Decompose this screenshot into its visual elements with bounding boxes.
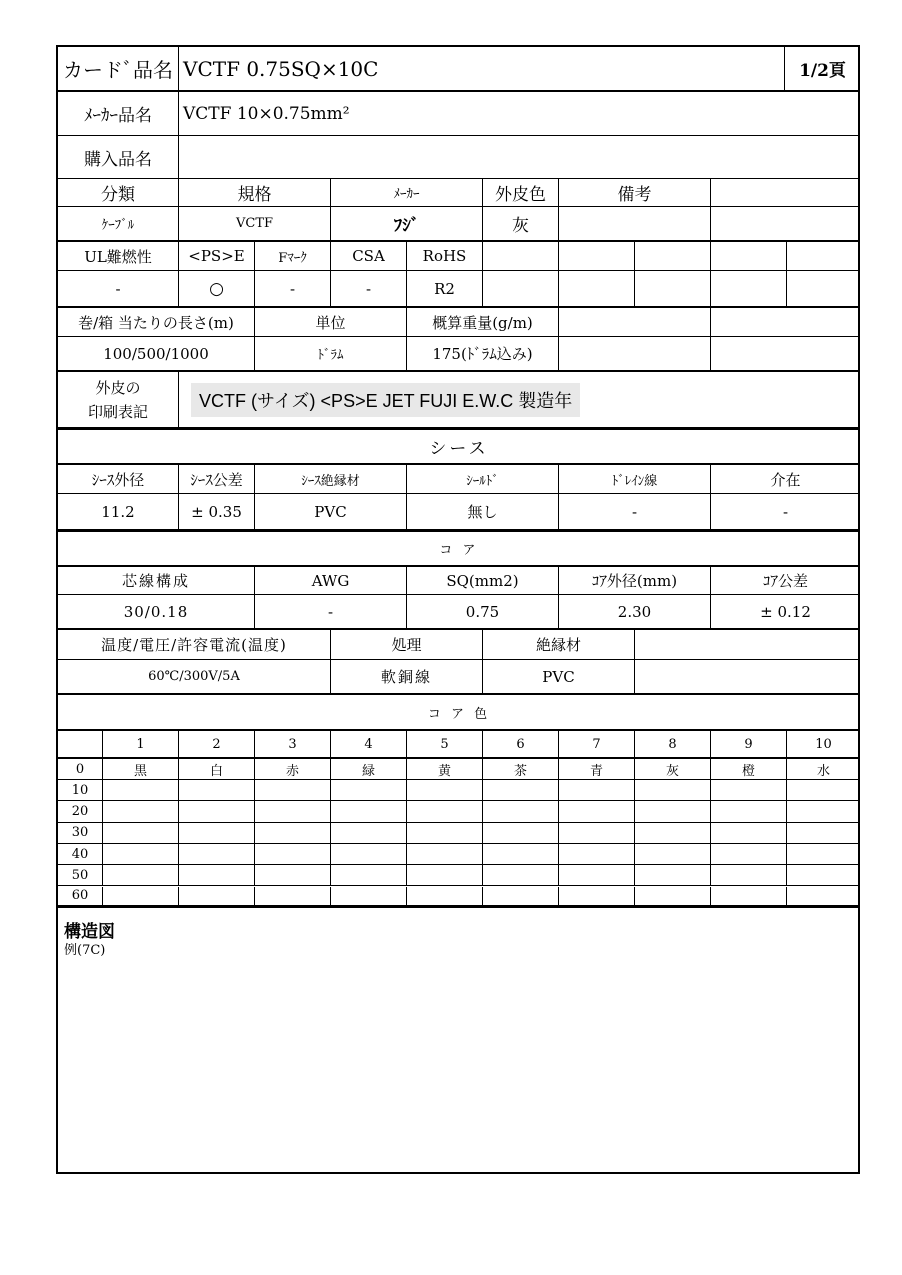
core-color-cell — [407, 865, 483, 885]
core-header-insulation: 絶縁材 — [483, 630, 635, 659]
approval-value-blank-2 — [559, 271, 635, 306]
core-color-cell — [255, 887, 331, 905]
length-header-row — [58, 308, 858, 337]
approval-header-blank-4 — [711, 242, 787, 270]
core-color-cell — [103, 780, 179, 800]
core-color-cell — [331, 865, 407, 885]
core-color-cell — [635, 844, 711, 864]
core-color-row — [58, 801, 858, 822]
sheath-value-drain: - — [559, 494, 711, 529]
length-header-weight: 概算重量(g/m) — [407, 308, 559, 336]
core-header-treatment: 処理 — [331, 630, 483, 659]
sheath-value-shield: 無し — [407, 494, 559, 529]
card-name-label: カードﾞ品名 — [58, 47, 179, 90]
sheath-value-filler: - — [782, 502, 789, 521]
core-color-cell — [483, 844, 559, 864]
core-color-cell — [255, 844, 331, 864]
class-header-standard: 規格 — [179, 179, 331, 206]
length-header-per-reel: 巻/箱 当たりの長さ(m) — [58, 308, 255, 336]
print-marking-value: VCTF (サイズ) <PS>E JET FUJI E.W.C 製造年 — [191, 383, 580, 417]
core-color-cell — [635, 801, 711, 821]
core-color-cell — [179, 865, 255, 885]
core-color-cell — [635, 780, 711, 800]
sheath-value-insulation: PVC — [255, 494, 407, 529]
core-color-cell — [559, 823, 635, 843]
sheath-value-outer-dia: 11.2 — [58, 494, 179, 529]
sheath-title: シース — [429, 439, 489, 459]
approval-value-blank-5 — [787, 271, 860, 306]
core-header-row — [58, 567, 858, 595]
spec-sheet — [56, 45, 860, 1174]
sheath-value-tolerance: ± 0.35 — [179, 494, 255, 529]
core-color-row — [58, 887, 858, 908]
print-marking-value-cell — [179, 372, 860, 427]
length-value-row — [58, 337, 858, 372]
core-color-cell — [635, 865, 711, 885]
core-color-cell — [103, 844, 179, 864]
sheath-header-shield: ｼｰﾙﾄﾞ — [407, 465, 559, 493]
approval-value-blank-1 — [483, 271, 559, 306]
core-color-cell — [255, 865, 331, 885]
length-value-blank-1 — [559, 337, 711, 370]
approval-value-rohs: R2 — [407, 271, 483, 306]
core-color-cell — [483, 865, 559, 885]
core-color-col-3: 3 — [255, 731, 331, 757]
core-value-tolerance: ± 0.12 — [760, 602, 811, 621]
approval-header-blank-3 — [635, 242, 711, 270]
core-header-awg: AWG — [255, 567, 407, 594]
approvals-header-row — [58, 242, 858, 271]
approval-value-blank-4 — [711, 271, 787, 306]
approval-value-pse: ○ — [179, 271, 255, 306]
approval-header-blank-2 — [559, 242, 635, 270]
length-value-per-reel: 100/500/1000 — [58, 337, 255, 370]
core-color-cell — [179, 844, 255, 864]
core-color-cell: 灰 — [635, 759, 711, 779]
core-color-row — [58, 823, 858, 844]
core-color-row-label: 30 — [58, 823, 103, 843]
core-color-cell — [559, 780, 635, 800]
core-color-cell — [331, 887, 407, 905]
page-number: 1/2頁 — [799, 61, 846, 81]
structure-area — [58, 909, 858, 1172]
core-value-outer-dia: 2.30 — [559, 595, 711, 628]
core-color-row — [58, 844, 858, 865]
classification-header-row — [58, 179, 858, 207]
class-header-category: 分類 — [58, 179, 179, 206]
core-color-cell — [559, 844, 635, 864]
core-value-insulation: PVC — [483, 660, 635, 693]
core-color-cell: 緑 — [331, 759, 407, 779]
core-value-awg: - — [255, 595, 407, 628]
purchase-name-label: 購入品名 — [58, 136, 179, 178]
core-color-title-row — [58, 695, 858, 731]
class-value-color: 灰 — [483, 207, 559, 240]
core-header2-row — [58, 630, 858, 660]
core-color-row-label: 40 — [58, 844, 103, 864]
core-color-title: コ ア 色 — [427, 706, 491, 722]
core-color-cell — [103, 887, 179, 905]
core-color-cell — [407, 801, 483, 821]
core-color-cell: 赤 — [255, 759, 331, 779]
class-value-category: ｹｰﾌﾞﾙ — [58, 207, 179, 240]
structure-example: 例(7C) — [64, 943, 106, 958]
core-color-cell — [711, 823, 787, 843]
core-color-cell — [787, 887, 860, 905]
core-color-cell: 白 — [179, 759, 255, 779]
core-header-temp-voltage: 温度/電圧/許容電流(温度) — [58, 630, 331, 659]
core-color-cell — [559, 887, 635, 905]
approval-value-ul: - — [58, 271, 179, 306]
core-color-cell — [711, 887, 787, 905]
core-color-cell — [331, 780, 407, 800]
purchase-name-value — [179, 136, 860, 178]
class-value-extra — [711, 207, 860, 240]
core-color-cell — [635, 887, 711, 905]
core-color-cell — [255, 780, 331, 800]
core-color-row-label: 50 — [58, 865, 103, 885]
core-header-sq: SQ(mm2) — [407, 567, 559, 594]
classification-value-row — [58, 207, 858, 242]
approval-header-blank-1 — [483, 242, 559, 270]
core-color-cell: 青 — [559, 759, 635, 779]
core-color-cell — [103, 801, 179, 821]
core-color-cell: 黄 — [407, 759, 483, 779]
core-header-outer-dia: ｺｱ外径(mm) — [559, 567, 711, 594]
approval-header-rohs: RoHS — [407, 242, 483, 270]
maker-name-value: VCTF 10×0.75mm² — [183, 103, 350, 124]
core-color-cell — [407, 780, 483, 800]
core-color-cell — [179, 887, 255, 905]
approval-header-pse: <PS>E — [179, 242, 255, 270]
core-color-cell — [255, 801, 331, 821]
class-header-extra — [711, 179, 860, 206]
core-color-row-label: 10 — [58, 780, 103, 800]
core-color-col-7: 7 — [559, 731, 635, 757]
core-color-row — [58, 865, 858, 886]
core-value-temp-voltage: 60℃/300V/5A — [58, 660, 331, 693]
core-value-blank — [635, 660, 860, 693]
core-color-cell: 水 — [816, 763, 830, 779]
core-color-cell — [787, 780, 860, 800]
core-color-cell — [483, 887, 559, 905]
core-value-treatment: 軟銅線 — [331, 660, 483, 693]
core-color-cell — [255, 823, 331, 843]
core-color-cell — [331, 844, 407, 864]
approval-header-ul: UL難燃性 — [58, 242, 179, 270]
core-header-strand: 芯線構成 — [58, 567, 255, 594]
core-color-cell — [711, 844, 787, 864]
core-color-cell — [407, 823, 483, 843]
length-header-unit: 単位 — [255, 308, 407, 336]
approvals-value-row — [58, 271, 858, 308]
core-color-cell — [179, 823, 255, 843]
card-name-value: VCTF 0.75SQ×10C — [179, 47, 785, 90]
core-color-cell — [711, 865, 787, 885]
core-color-col-2: 2 — [179, 731, 255, 757]
core-color-row — [58, 780, 858, 801]
print-marking-row — [58, 372, 858, 430]
length-header-blank-2 — [711, 308, 860, 336]
approval-header-fmark: Fﾏｰｸ — [255, 242, 331, 270]
core-color-cell: 橙 — [711, 759, 787, 779]
core-header-blank — [635, 630, 860, 659]
sheath-value-row — [58, 494, 858, 532]
approval-value-blank-3 — [635, 271, 711, 306]
class-value-maker: ﾌｼﾞ — [331, 207, 483, 240]
card-name-row — [58, 47, 858, 92]
sheath-title-row — [58, 430, 858, 465]
sheath-header-tolerance: ｼｰｽ公差 — [179, 465, 255, 493]
core-color-cell — [711, 780, 787, 800]
core-color-cell — [179, 801, 255, 821]
core-color-col-6: 6 — [483, 731, 559, 757]
core-color-cell — [559, 865, 635, 885]
class-value-remarks — [559, 207, 711, 240]
core-title-row — [58, 532, 858, 567]
core-color-cell — [787, 865, 860, 885]
maker-name-row — [58, 92, 858, 136]
core-color-row-label: 60 — [58, 887, 103, 905]
core-color-cell — [787, 844, 860, 864]
core-color-col-8: 8 — [635, 731, 711, 757]
sheath-header-outer-dia: ｼｰｽ外径 — [58, 465, 179, 493]
approval-header-csa: CSA — [331, 242, 407, 270]
print-marking-label — [58, 372, 179, 427]
sheath-header-row — [58, 465, 858, 494]
core-color-cell: 茶 — [483, 759, 559, 779]
approval-header-blank-5 — [787, 242, 860, 270]
core-value-sq: 0.75 — [407, 595, 559, 628]
length-value-unit: ﾄﾞﾗﾑ — [255, 337, 407, 370]
core-color-col-4: 4 — [331, 731, 407, 757]
core-color-col-1: 1 — [103, 731, 179, 757]
length-header-blank-1 — [559, 308, 711, 336]
core-color-cell — [103, 865, 179, 885]
core-value-strand: 30/0.18 — [58, 595, 255, 628]
structure-title: 構造図 — [64, 922, 115, 942]
core-color-col-9: 9 — [711, 731, 787, 757]
core-color-cell — [787, 823, 860, 843]
core-header-tolerance: ｺｱ公差 — [762, 572, 808, 590]
core-color-cell — [179, 780, 255, 800]
core-color-col-10: 10 — [815, 736, 832, 752]
core-color-cell — [711, 801, 787, 821]
length-value-weight: 175(ﾄﾞﾗﾑ込み) — [407, 337, 559, 370]
core-color-row — [58, 759, 858, 780]
purchase-name-row — [58, 136, 858, 179]
core-color-cell: 黒 — [103, 759, 179, 779]
core-color-row-label: 20 — [58, 801, 103, 821]
core-color-header-row — [58, 731, 858, 759]
core-color-cell — [407, 887, 483, 905]
core-color-cell — [483, 823, 559, 843]
approval-value-csa: - — [331, 271, 407, 306]
core-color-cell — [103, 823, 179, 843]
core-title: コ ア — [439, 543, 479, 558]
sheath-header-drain: ﾄﾞﾚｲﾝ線 — [559, 465, 711, 493]
core-color-cell — [559, 801, 635, 821]
core-color-cell — [331, 801, 407, 821]
class-header-color: 外皮色 — [483, 179, 559, 206]
core-color-corner — [58, 731, 103, 757]
core-color-cell — [787, 801, 860, 821]
core-value2-row — [58, 660, 858, 695]
approval-value-fmark: - — [255, 271, 331, 306]
sheath-header-filler: 介在 — [770, 470, 801, 489]
core-color-cell — [407, 844, 483, 864]
maker-name-label: ﾒｰｶｰ品名 — [58, 92, 179, 135]
sheath-header-insulation: ｼｰｽ絶縁材 — [255, 465, 407, 493]
class-value-standard: VCTF — [179, 207, 331, 240]
core-color-cell — [635, 823, 711, 843]
core-color-cell — [483, 801, 559, 821]
length-value-blank-2 — [711, 337, 860, 370]
class-header-remarks: 備考 — [559, 179, 711, 206]
core-color-cell — [483, 780, 559, 800]
class-header-maker: ﾒｰｶｰ — [331, 179, 483, 206]
core-value-row — [58, 595, 858, 630]
print-marking-label-line1: 外皮の — [95, 378, 141, 397]
print-marking-label-line2: 印刷表記 — [87, 402, 148, 421]
core-color-col-5: 5 — [407, 731, 483, 757]
core-color-row-label: 0 — [58, 759, 103, 779]
core-color-cell — [331, 823, 407, 843]
